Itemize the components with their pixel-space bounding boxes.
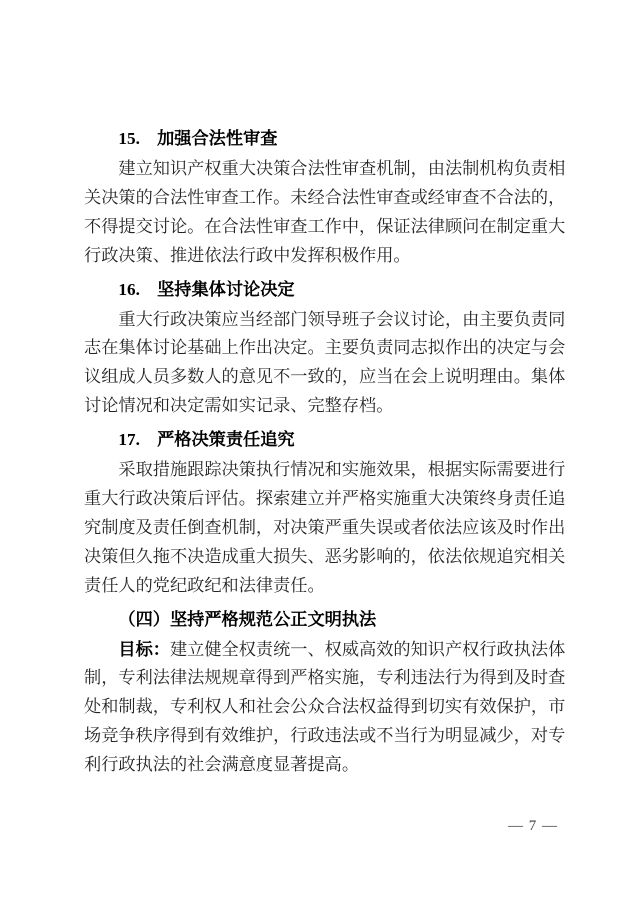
text-line: 议组成人员多数人的意见不一致的，应当在会上说明理由。集体	[84, 367, 566, 387]
text-line: 建立知识产权重大决策合法性审查机制，由法制机构负责相	[118, 159, 566, 178]
text-line: 讨论情况和决定需如实记录、完整存档。	[84, 396, 394, 416]
text-line: 责任人的党纪政纪和法律责任。	[84, 575, 325, 595]
text-line: 决策但久拖不决造成重大损失、恶劣影响的，依法依规追究相关	[84, 546, 566, 566]
text-line: 利行政执法的社会满意度显著提高。	[84, 755, 360, 775]
text-line: 关决策的合法性审查工作。未经合法性审查或经审查不合法的，	[84, 187, 566, 207]
text-line: 目标：建立健全权责统一、权威高效的知识产权行政执法体	[118, 639, 566, 659]
section-17	[84, 425, 570, 600]
text-line: 志在集体讨论基础上作出决定。主要负责同志拟作出的决定与会	[84, 338, 566, 358]
text-line: 重大行政决策后评估。探索建立并严格实施重大决策终身责任追	[84, 489, 566, 509]
text-line: 重大行政决策应当经部门领导班子会议讨论，由主要负责同	[118, 309, 566, 329]
text-line: 处和制裁，专利权人和社会公众合法权益得到切实有效保护，市	[84, 697, 566, 717]
section-16-paragraph	[84, 306, 570, 422]
section-17-paragraph	[84, 456, 570, 600]
section-15-paragraph	[84, 155, 570, 271]
text-line: 场竞争秩序得到有效维护，行政违法或不当行为明显减少，对专	[84, 726, 566, 746]
section-17-heading: 17. 严格决策责任追究	[118, 430, 295, 450]
section-16-heading: 16. 坚持集体讨论决定	[118, 279, 295, 299]
text-line: 不得提交讨论。在合法性审查工作中，保证法律顾问在制定重大	[84, 216, 566, 236]
text-line: 采取措施跟踪决策执行情况和实施效果，根据实际需要进行	[118, 460, 566, 480]
text-line: 行政决策、推进依法行政中发挥积极作用。	[84, 245, 411, 265]
section-16	[84, 275, 570, 422]
section-15	[84, 124, 570, 271]
section-4-paragraph	[84, 636, 570, 780]
page-number: — 7 —	[508, 818, 558, 834]
text-line: 制，专利法律法规规章得到严格实施，专利违法行为得到及时查	[84, 668, 566, 688]
section-4-law-enforcement	[84, 605, 570, 780]
section-4-heading: （四）坚持严格规范公正文明执法	[118, 609, 377, 629]
bold-lead: 目标：	[118, 639, 170, 659]
section-15-heading: 15. 加强合法性审查	[118, 129, 278, 148]
text-line: 究制度及责任倒查机制，对决策严重失误或者依法应该及时作出	[84, 517, 566, 537]
